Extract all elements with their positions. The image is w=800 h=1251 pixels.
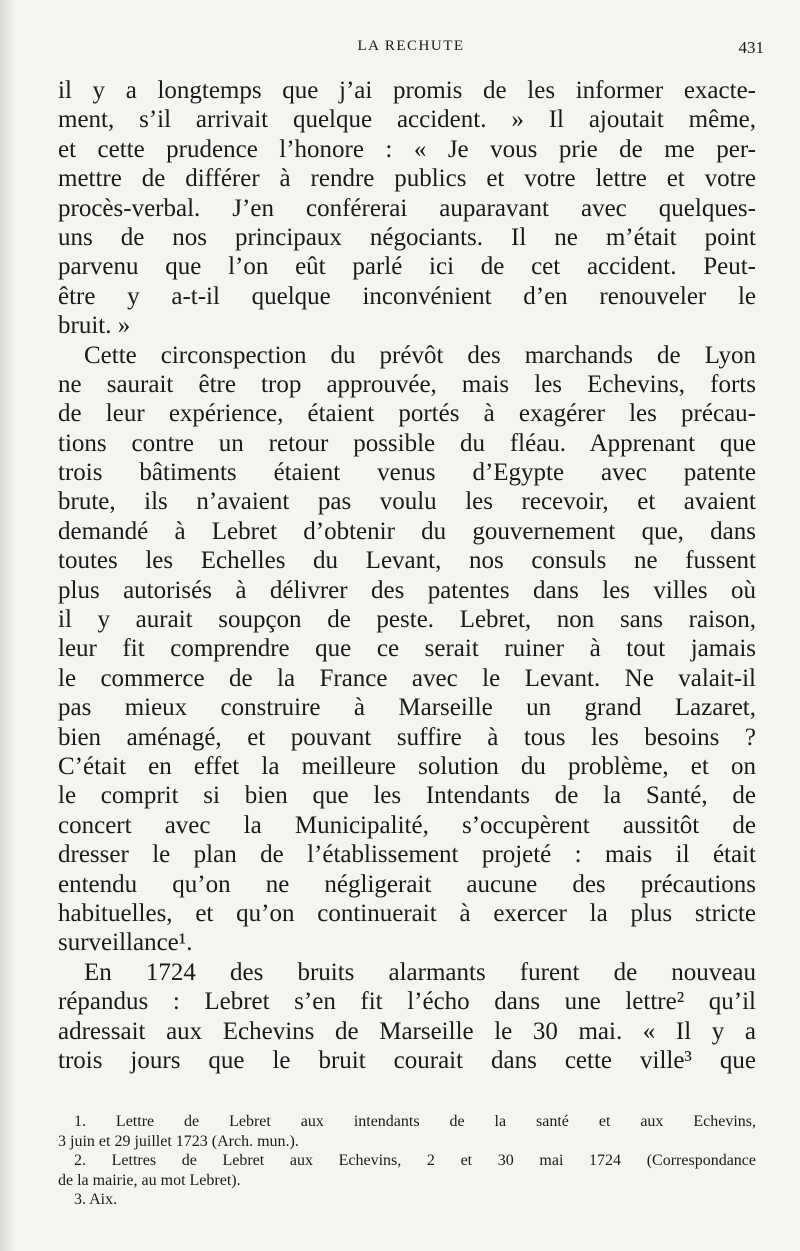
footnote-line: 1. Lettre de Lebret aux intendants de la santé et aux Echevins, [74, 1113, 756, 1130]
text-line: procès-verbal. J’en conférerai auparavant avec quelques- [58, 194, 756, 222]
text-line: entendu qu’on ne négligerait aucune des précautions [58, 870, 756, 898]
text-line: bruit. » [58, 312, 131, 340]
text-line: Cette circonspection du prévôt des marchands de Lyon [84, 341, 756, 369]
text-line: mettre de différer à rendre publics et votre lettre et votre [58, 165, 756, 193]
text-line: surveillance¹. [58, 929, 193, 957]
text-line: et cette prudence l’honore : « Je vous prie de me per- [58, 135, 756, 163]
text-line: trois jours que le bruit courait dans cette ville³ que [58, 1046, 756, 1074]
body-text [58, 76, 756, 1075]
text-line: toutes les Echelles du Levant, nos consuls ne fussent [58, 547, 756, 575]
text-line: parvenu que l’on eût parlé ici de cet accident. Peut- [58, 253, 756, 281]
text-line: C’était en effet la meilleure solution du problème, et on [58, 752, 756, 780]
text-line: le commerce de la France avec le Levant. Ne valait-il [58, 664, 756, 692]
text-line: brute, ils n’avaient pas voulu les recevoir, et avaient [58, 488, 756, 516]
text-line: pas mieux construire à Marseille un grand Lazaret, [58, 694, 756, 722]
text-line: leur fit comprendre que ce serait ruiner à tout jamais [58, 635, 756, 663]
text-line: bien aménagé, et pouvant suffire à tous les besoins ? [58, 723, 756, 751]
text-line: demandé à Lebret d’obtenir du gouvernement que, dans [58, 517, 756, 545]
text-line: plus autorisés à délivrer des patentes dans les villes où [58, 576, 756, 604]
text-line: En 1724 des bruits alarmants furent de nouveau [84, 958, 756, 986]
text-line: adressait aux Echevins de Marseille le 30 mai. « Il y a [58, 1017, 756, 1045]
text-line: répandus : Lebret s’en fit l’écho dans une lettre² qu’il [58, 988, 756, 1016]
footnote-line: 3. Aix. [74, 1191, 118, 1208]
text-line: le comprit si bien que les Intendants de la Santé, de [58, 782, 756, 810]
running-title: LA RECHUTE [357, 38, 465, 54]
page-number: 431 [738, 38, 764, 57]
text-line: habituelles, et qu’on continuerait à exercer la plus stricte [58, 899, 756, 927]
text-line: trois bâtiments étaient venus d’Egypte avec patente [58, 459, 756, 487]
scan-edge [0, 0, 14, 1251]
text-line: tions contre un retour possible du fléau. Apprenant que [58, 429, 756, 457]
text-line: il y a longtemps que j’ai promis de les informer exacte- [58, 77, 756, 104]
text-line: ment, s’il arrivait quelque accident. » Il ajoutait même, [58, 106, 756, 134]
text-line: dresser le plan de l’établissement projeté : mais il était [58, 841, 756, 869]
text-line: ne saurait être trop approuvée, mais les Echevins, forts [58, 370, 756, 398]
footnote-line: de la mairie, au mot Lebret). [58, 1171, 241, 1189]
footnote-line: 2. Lettres de Lebret aux Echevins, 2 et 30 mai 1724 (Correspondance [74, 1152, 756, 1169]
footnotes [58, 1112, 756, 1210]
running-head [58, 38, 764, 62]
text-line: de leur expérience, étaient portés à exagérer les précau- [58, 400, 756, 428]
text-line: être y a-t-il quelque inconvénient d’en renouveler le [58, 282, 756, 310]
footnote-line: 3 juin et 29 juillet 1723 (Arch. mun.). [58, 1132, 299, 1150]
text-line: il y aurait soupçon de peste. Lebret, non sans raison, [58, 606, 756, 634]
text-line: concert avec la Municipalité, s’occupèrent aussitôt de [58, 811, 756, 839]
text-line: uns de nos principaux négociants. Il ne m’était point [58, 223, 756, 251]
